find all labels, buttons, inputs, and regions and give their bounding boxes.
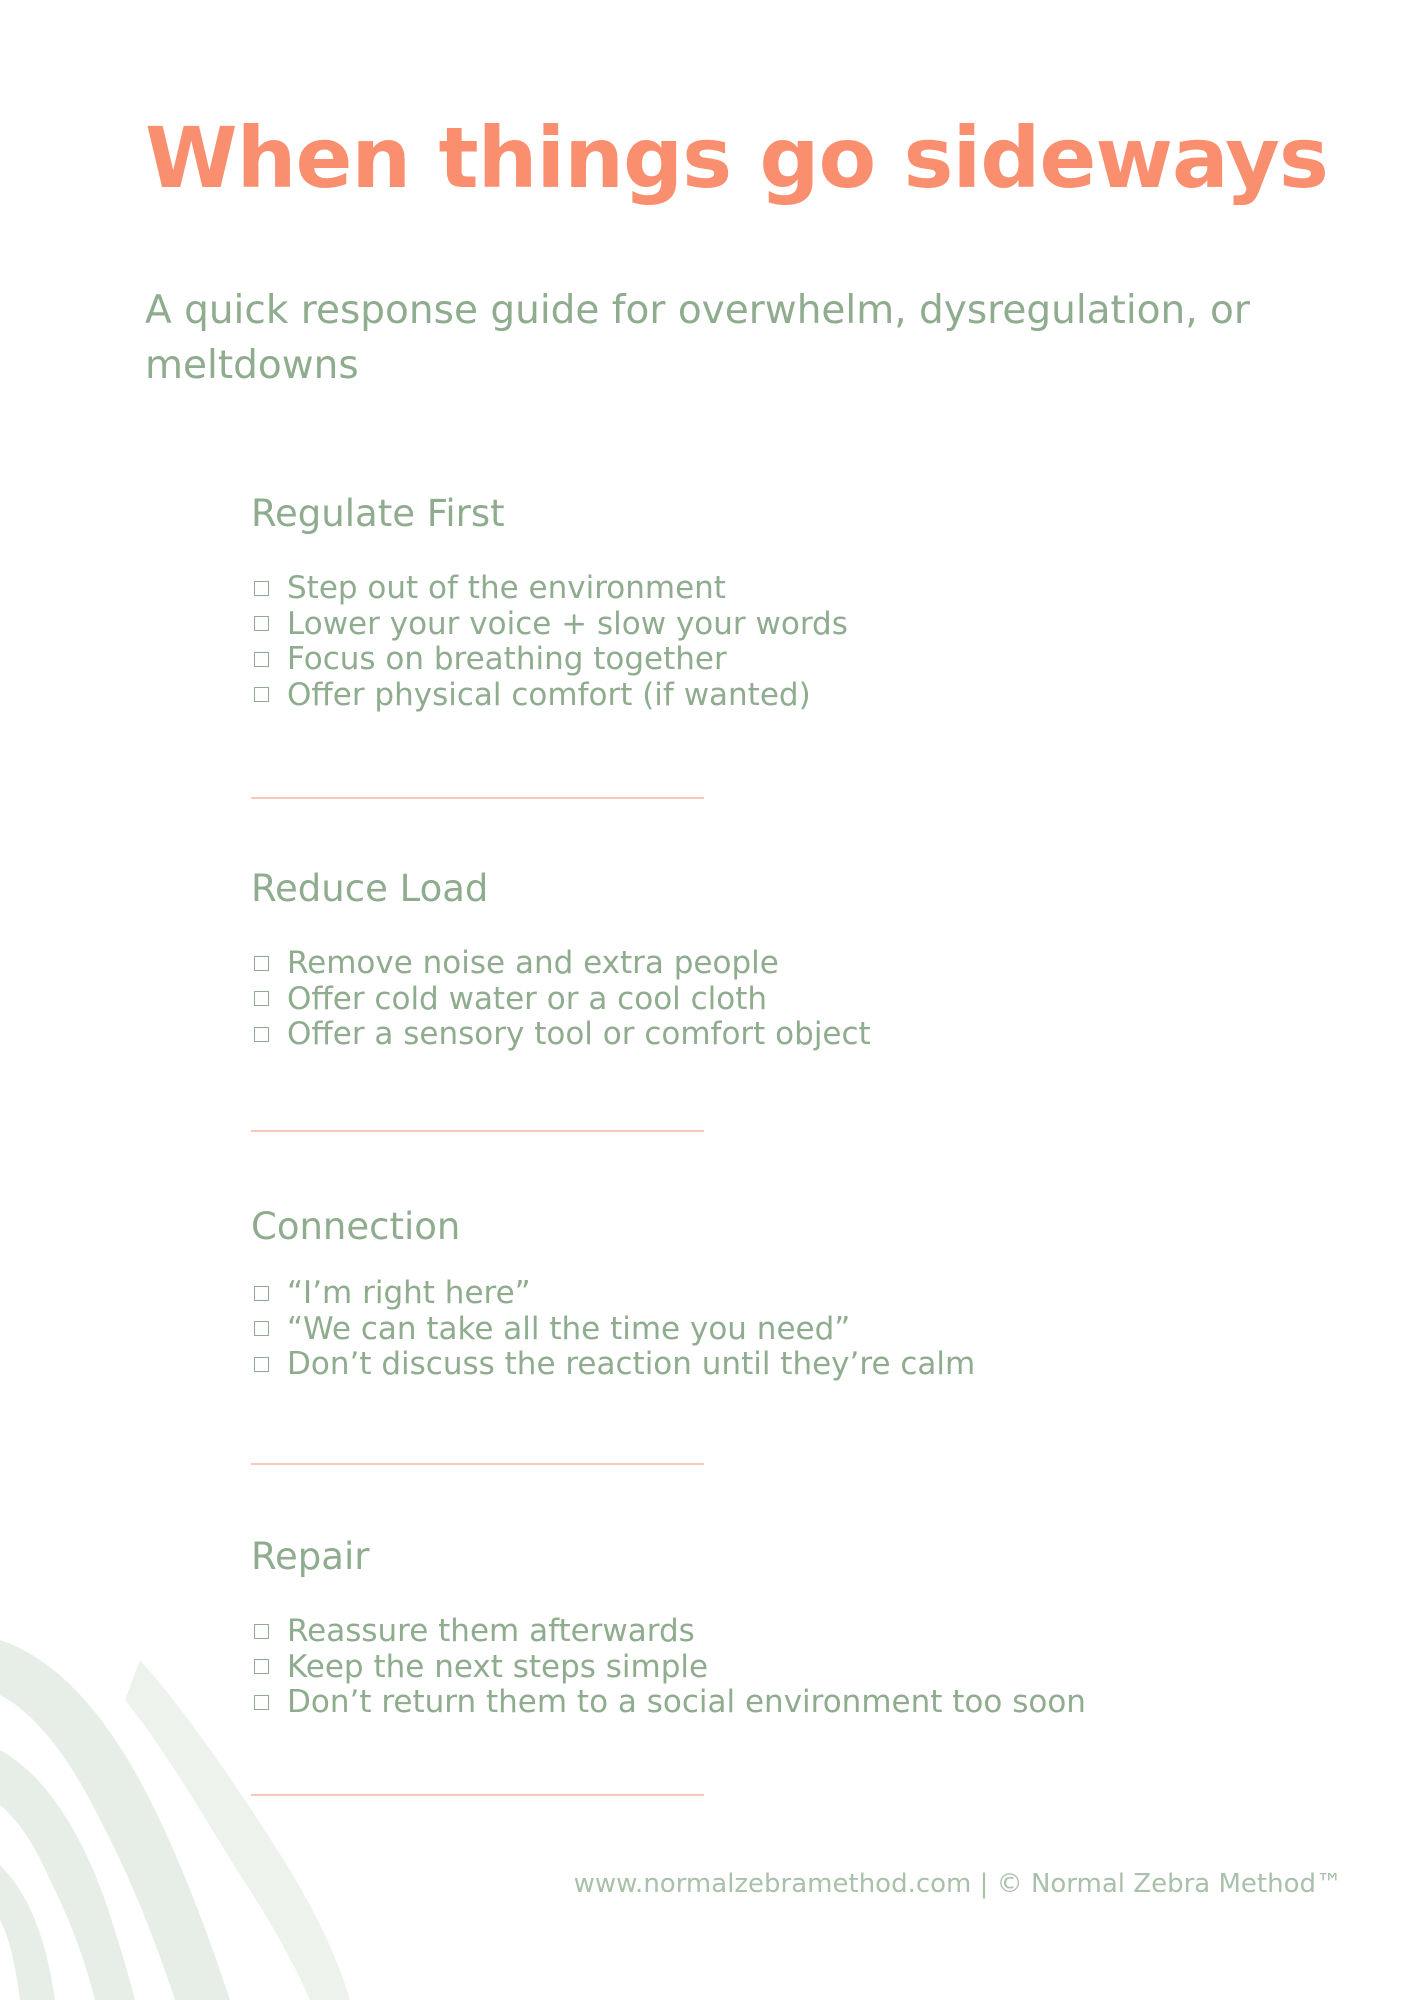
checklist-item: [251, 945, 1251, 981]
checklist-item: [251, 570, 1251, 606]
section-divider: [251, 1130, 704, 1132]
checkbox-icon[interactable]: [254, 652, 269, 667]
checklist-item-label: Step out of the environment: [287, 570, 726, 607]
checkbox-icon[interactable]: [254, 581, 269, 596]
section-repair: [251, 1535, 1251, 1720]
section-heading: Repair: [251, 1535, 370, 1578]
section-connection: [251, 1205, 1251, 1382]
checklist-item: [251, 677, 1251, 713]
footer-text: www.normalzebramethod.com | © Normal Zebra Method™: [573, 1869, 1342, 1899]
checkbox-icon[interactable]: [254, 1357, 269, 1372]
section-heading: Reduce Load: [251, 867, 489, 910]
section-regulate-first: [251, 492, 1251, 712]
checkbox-icon[interactable]: [254, 687, 269, 702]
checklist-item-label: Reassure them afterwards: [287, 1613, 695, 1650]
checklist-item-label: Don’t return them to a social environment too soon: [287, 1684, 1086, 1721]
checklist-item-label: Lower your voice + slow your words: [287, 605, 848, 642]
checkbox-icon[interactable]: [254, 1286, 269, 1301]
checkbox-icon[interactable]: [254, 1659, 269, 1674]
checklist-item: [251, 1311, 1251, 1347]
checklist: [251, 1275, 1251, 1382]
section-heading: Regulate First: [251, 492, 505, 535]
checklist-item-label: Remove noise and extra people: [287, 945, 779, 982]
checklist-item: [251, 641, 1251, 677]
checklist-item-label: Focus on breathing together: [287, 641, 727, 678]
checkbox-icon[interactable]: [254, 1695, 269, 1710]
checklist-item: [251, 606, 1251, 642]
checklist-item: [251, 1649, 1251, 1685]
zebra-stripe: [0, 1865, 55, 2000]
checklist-item: [251, 1016, 1251, 1052]
checkbox-icon[interactable]: [254, 956, 269, 971]
checkbox-icon[interactable]: [254, 1624, 269, 1639]
checkbox-icon[interactable]: [254, 1027, 269, 1042]
page-subtitle: A quick response guide for overwhelm, dysregulation, or meltdowns: [145, 288, 1250, 388]
checklist-item: [251, 981, 1251, 1017]
checklist: [251, 570, 1251, 712]
checklist-item: [251, 1275, 1251, 1311]
checklist-item: [251, 1613, 1251, 1649]
section-divider: [251, 1463, 704, 1465]
checkbox-icon[interactable]: [254, 616, 269, 631]
section-divider: [251, 1794, 704, 1796]
checklist-item-label: Offer physical comfort (if wanted): [287, 676, 811, 713]
checklist: [251, 1613, 1251, 1720]
checklist-item-label: Keep the next steps simple: [287, 1648, 709, 1685]
checkbox-icon[interactable]: [254, 991, 269, 1006]
checklist-item: [251, 1684, 1251, 1720]
checklist-item-label: Offer a sensory tool or comfort object: [287, 1016, 871, 1053]
checkbox-icon[interactable]: [254, 1321, 269, 1336]
checklist: [251, 945, 1251, 1052]
section-heading: Connection: [251, 1205, 461, 1248]
checklist-item-label: “We can take all the time you need”: [287, 1310, 851, 1347]
checklist-item-label: Offer cold water or a cool cloth: [287, 980, 768, 1017]
checklist-item-label: Don’t discuss the reaction until they’re calm: [287, 1346, 976, 1383]
checklist-item: [251, 1346, 1251, 1382]
checklist-item-label: “I’m right here”: [287, 1275, 531, 1312]
page-title: When things go sideways: [145, 109, 1328, 207]
section-divider: [251, 797, 704, 799]
section-reduce-load: [251, 867, 1251, 1052]
